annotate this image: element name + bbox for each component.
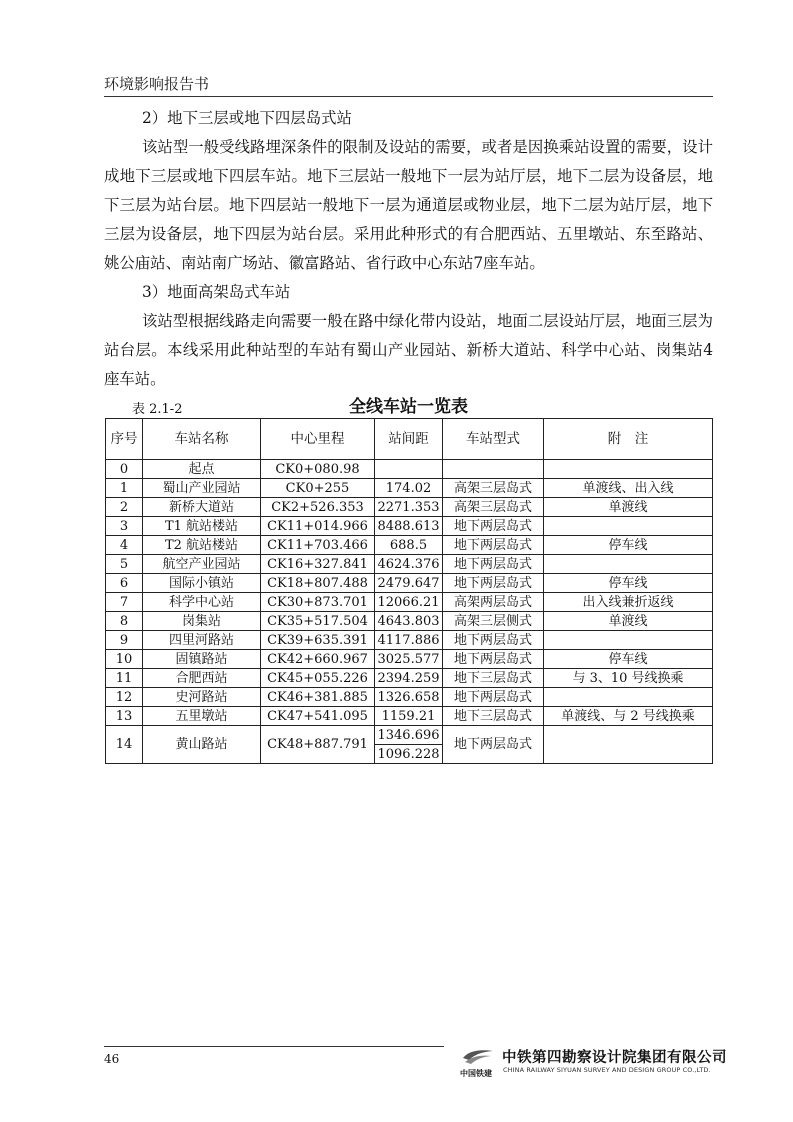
cell-mileage: CK46+381.885 — [261, 688, 375, 707]
cell-distance: 4117.886 — [375, 631, 443, 650]
cell-mileage: CK35+517.504 — [261, 612, 375, 631]
paragraph-elevated: 该站型根据线路走向需要一般在路中绿化带内设站，地面二层设站厅层，地面三层为站台层。本线采用此种站型的车站有蜀山产业园站、新桥大道站、科学中心站、岗集站4座车站。 — [104, 312, 713, 388]
cell-distance: 688.5 — [375, 536, 443, 555]
cell-distance-blank — [375, 460, 443, 479]
cell-no: 8 — [106, 612, 143, 631]
cell-station-type — [443, 460, 544, 479]
cell-distance: 2479.647 — [375, 574, 443, 593]
table-half-row — [106, 460, 713, 479]
cell-mileage: CK11+014.966 — [261, 517, 375, 536]
cell-no: 0 — [106, 460, 143, 479]
body-text — [104, 104, 713, 394]
cell-distance: 1346.696 — [375, 726, 443, 745]
cell-distance: 8488.613 — [375, 517, 443, 536]
cell-station-type: 高架三层岛式 — [443, 479, 544, 498]
cell-distance: 174.02 — [375, 479, 443, 498]
section-heading-elevated: 3）地面高架岛式车站 — [142, 283, 291, 301]
cell-mileage: CK39+635.391 — [261, 631, 375, 650]
cell-no: 2 — [106, 498, 143, 517]
cell-note — [544, 726, 713, 764]
cell-mileage: CK45+055.226 — [261, 669, 375, 688]
station-table — [105, 418, 713, 764]
cell-station-name: 科学中心站 — [143, 593, 261, 612]
cell-no: 1 — [106, 479, 143, 498]
cell-no: 11 — [106, 669, 143, 688]
cell-note — [544, 631, 713, 650]
cell-station-type: 地下两层岛式 — [443, 726, 544, 764]
cell-mileage: CK2+526.353 — [261, 498, 375, 517]
cell-note: 单渡线 — [544, 612, 713, 631]
cell-note: 单渡线 — [544, 498, 713, 517]
cell-station-name: 固镇路站 — [143, 650, 261, 669]
cell-note — [544, 555, 713, 574]
header-station-type: 车站型式 — [443, 419, 544, 460]
cell-station-type: 地下两层岛式 — [443, 555, 544, 574]
cell-mileage: CK47+541.095 — [261, 707, 375, 726]
cell-mileage: CK11+703.466 — [261, 536, 375, 555]
cell-station-type: 地下两层岛式 — [443, 650, 544, 669]
section-heading-underground: 2）地下三层或地下四层岛式站 — [142, 109, 352, 127]
cell-no: 13 — [106, 707, 143, 726]
cell-no: 7 — [106, 593, 143, 612]
cell-station-name: 五里墩站 — [143, 707, 261, 726]
header-no: 序号 — [106, 419, 143, 460]
cell-mileage: CK42+660.967 — [261, 650, 375, 669]
cell-distance: 1326.658 — [375, 688, 443, 707]
cell-station-type: 地下两层岛式 — [443, 574, 544, 593]
cell-station-name: T1 航站楼站 — [143, 517, 261, 536]
cell-note: 停车线 — [544, 574, 713, 593]
cell-note — [544, 688, 713, 707]
cell-station-type: 地下两层岛式 — [443, 517, 544, 536]
cell-note: 单渡线、与 2 号线换乘 — [544, 707, 713, 726]
cell-station-type: 地下三层岛式 — [443, 707, 544, 726]
table-title: 全线车站一览表 — [349, 397, 468, 417]
cell-distance: 2394.259 — [375, 669, 443, 688]
header-station-name: 车站名称 — [143, 419, 261, 460]
cell-station-name: 航空产业园站 — [143, 555, 261, 574]
footer-divider — [104, 1046, 444, 1047]
cell-station-type: 高架两层岛式 — [443, 593, 544, 612]
cell-station-name: 史河路站 — [143, 688, 261, 707]
cell-station-type: 地下两层岛式 — [443, 536, 544, 555]
cell-station-type: 高架三层侧式 — [443, 612, 544, 631]
company-name-cn: 中铁第四勘察设计院集团有限公司 — [502, 1050, 727, 1066]
header-note: 附 注 — [544, 419, 713, 460]
cell-note: 停车线 — [544, 650, 713, 669]
table-caption — [104, 392, 713, 418]
cell-no: 14 — [106, 726, 143, 764]
cell-distance: 3025.577 — [375, 650, 443, 669]
cell-no: 12 — [106, 688, 143, 707]
cell-mileage: CK16+327.841 — [261, 555, 375, 574]
cell-station-name: 黄山路站 — [143, 726, 261, 764]
cell-station-type: 地下三层岛式 — [443, 669, 544, 688]
cell-station-name: 合肥西站 — [143, 669, 261, 688]
cell-distance: 4624.376 — [375, 555, 443, 574]
cell-no: 10 — [106, 650, 143, 669]
document-header-title: 环境影响报告书 — [104, 75, 210, 93]
cell-mileage: CK18+807.488 — [261, 574, 375, 593]
cell-station-type: 高架三层岛式 — [443, 498, 544, 517]
cell-mileage: CK0+255 — [261, 479, 375, 498]
table-header-row — [106, 419, 713, 460]
cell-station-name: 四里河路站 — [143, 631, 261, 650]
cell-station-name: 岗集站 — [143, 612, 261, 631]
cell-station-name: 蜀山产业园站 — [143, 479, 261, 498]
crcc-logo-text: 中国铁建 — [460, 1069, 492, 1078]
header-mileage: 中心里程 — [261, 419, 375, 460]
table-number: 表 2.1-2 — [132, 402, 183, 417]
cell-no: 9 — [106, 631, 143, 650]
cell-note — [544, 517, 713, 536]
cell-no: 5 — [106, 555, 143, 574]
paragraph-underground: 该站型一般受线路埋深条件的限制及设站的需要，或者是因换乘站设置的需要，设计成地下三层或地下四层车站。地下三层站一般地下一层为站厅层，地下二层为设备层，地下三层为站台层。地下四层站一般地下一层为通道层或物业层，地下二层为站厅层，地下三层为设备层，地下四层为站台层。采用此种形式的有合肥西站、五里墩站、东至路站、姚公庙站、南站南广场站、徽富路站、省行政中心东站7座车站。 — [104, 138, 713, 272]
cell-distance: 2271.353 — [375, 498, 443, 517]
cell-distance: 12066.21 — [375, 593, 443, 612]
page-number: 46 — [104, 1052, 120, 1066]
cell-station-type: 地下两层岛式 — [443, 688, 544, 707]
cell-no: 3 — [106, 517, 143, 536]
cell-distance: 1159.21 — [375, 707, 443, 726]
cell-mileage: CK30+873.701 — [261, 593, 375, 612]
header-divider — [104, 96, 713, 97]
cell-note: 停车线 — [544, 536, 713, 555]
cell-mileage: CK48+887.791 — [261, 726, 375, 764]
cell-station-name: 新桥大道站 — [143, 498, 261, 517]
cell-station-name: 国际小镇站 — [143, 574, 261, 593]
cell-distance: 4643.803 — [375, 612, 443, 631]
cell-mileage: CK0+080.98 — [261, 460, 375, 479]
company-name-en: CHINA RAILWAY SIYUAN SURVEY AND DESIGN GROUP CO.,LTD. — [503, 1066, 711, 1074]
cell-note — [544, 460, 713, 479]
crcc-logo-icon — [461, 1046, 495, 1066]
cell-note: 与 3、10 号线换乘 — [544, 669, 713, 688]
cell-note: 出入线兼折返线 — [544, 593, 713, 612]
cell-station-name: T2 航站楼站 — [143, 536, 261, 555]
cell-station-type: 地下两层岛式 — [443, 631, 544, 650]
cell-no: 4 — [106, 536, 143, 555]
cell-station-name: 起点 — [143, 460, 261, 479]
cell-distance: 1096.228 — [375, 745, 443, 764]
cell-note: 单渡线、出入线 — [544, 479, 713, 498]
cell-no: 6 — [106, 574, 143, 593]
header-distance: 站间距 — [375, 419, 443, 460]
